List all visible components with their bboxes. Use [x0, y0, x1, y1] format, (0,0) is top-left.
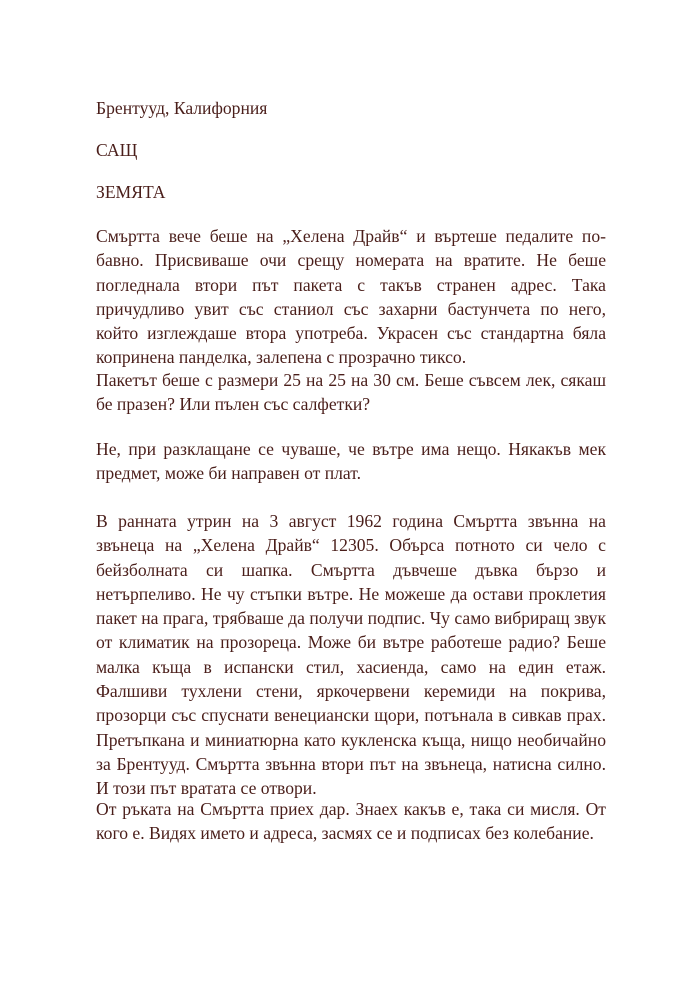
section-title: ЗЕМЯТА	[96, 182, 166, 202]
paragraph-4-block	[96, 509, 606, 801]
paragraph: Не, при разклащане се чуваше, че вътре има нещо. Някакъв мек предмет, може би направен от плат.	[96, 439, 606, 484]
paragraph: Смъртта вече беше на „Хелена Драйв“ и въртеше педалите по-бавно. Присвиваше очи срещу номерата на вратите. Не беше погледнала втори път пакета с такъв странен адрес. Така причудливо увит със станиол със захарни бастунчета по него, който изглеждаше втора употреба. Украсен със стандартна бяла копринена панделка, залепена с прозрачно тиксо.	[96, 226, 606, 368]
paragraph-1-block	[96, 224, 606, 370]
paragraph-3-block	[96, 437, 606, 486]
paragraph: В ранната утрин на 3 август 1962 година Смъртта звънна на звънеца на „Хелена Драйв“ 12305. Обърса потното си чело с бейзболната си шапка. Смъртта дъвчеше дъвка бързо и нетърпеливо. Не чу стъпки вътре. Не можеше да остави проклетия пакет на прага, трябваше да получи подпис. Чу само вибриращ звук от климатик на прозореца. Може би вътре работеше радио? Беше малка къща в испански стил, хасиенда, само на един етаж. Фалшиви тухлени стени, яркочервени керемиди на покрива, прозорци със спуснати венециански щори, потънала в сивкав прах. Претъпкана и миниатюрна като кукленска къща, нищо необичайно за Брентууд. Смъртта звънна втори път на звънеца, натисна силно. И този път вратата се отвори.	[96, 511, 606, 799]
paragraph-2-block	[96, 368, 606, 417]
location-line: Брентууд, Калифорния	[96, 98, 268, 118]
paragraph-5-block	[96, 797, 606, 846]
country-line: САЩ	[96, 140, 138, 160]
paragraph: Пакетът беше с размери 25 на 25 на 30 см. Беше съвсем лек, сякаш бе празен? Или пълен със салфетки?	[96, 370, 606, 415]
paragraph: От ръката на Смъртта приех дар. Знаех какъв е, така си мисля. От кого е. Видях името и адреса, засмях се и подписах без колебание.	[96, 799, 606, 844]
